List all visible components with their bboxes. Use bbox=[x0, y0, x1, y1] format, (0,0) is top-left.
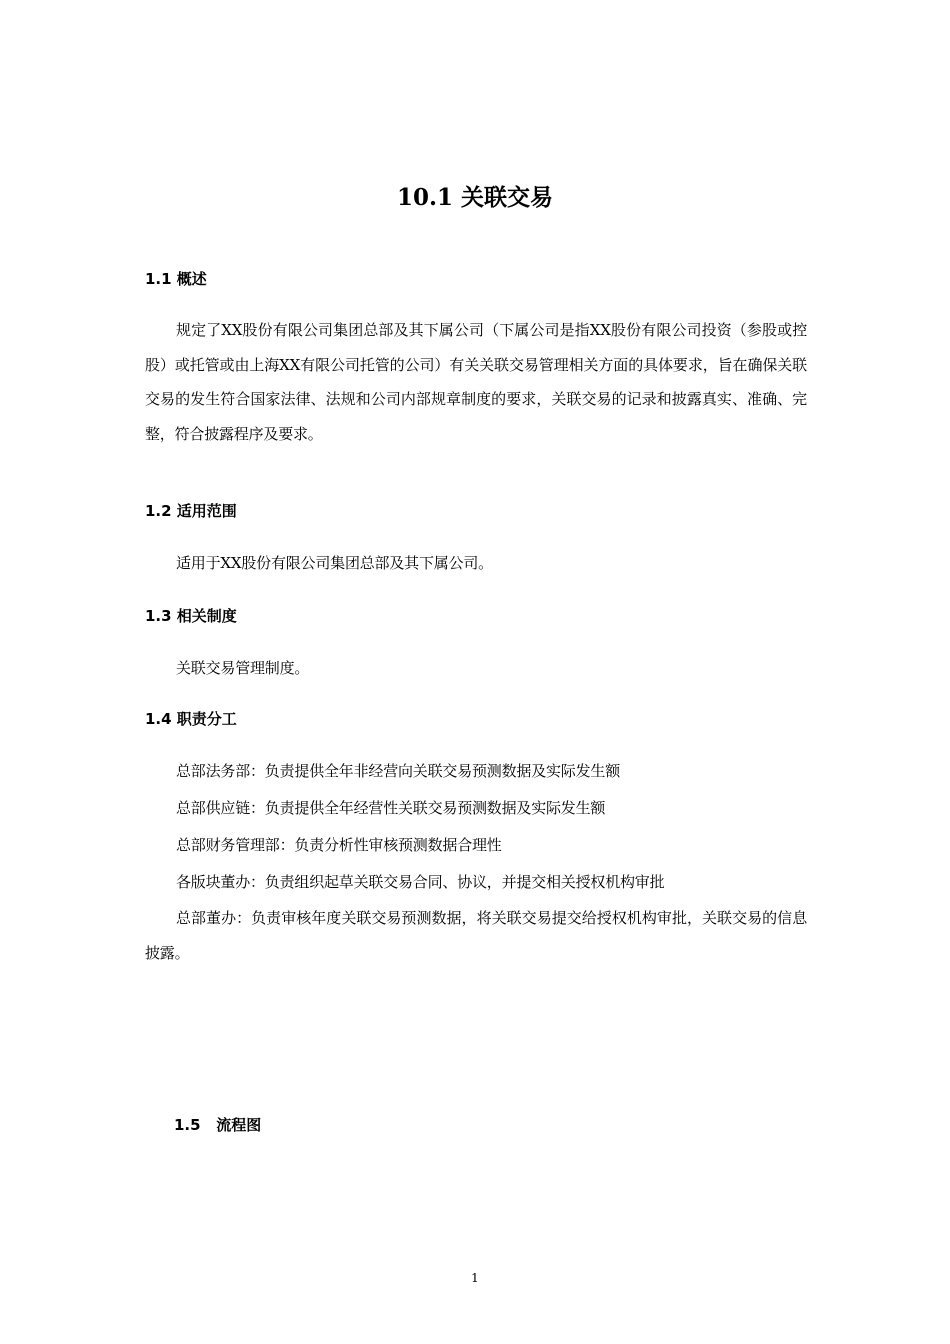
responsibility-item-hq-board-office: 总部董办：负责审核年度关联交易预测数据，将关联交易提交给授权机构审批，关联交易的信息披露。 bbox=[145, 909, 807, 962]
responsibility-item-finance: 总部财务管理部：负责分析性审核预测数据合理性 bbox=[176, 836, 502, 854]
responsibility-item-supply-chain: 总部供应链：负责提供全年经营性关联交易预测数据及实际发生额 bbox=[176, 799, 606, 817]
section-heading-related-rules: 1.3 相关制度 bbox=[145, 607, 237, 625]
overview-paragraph: 规定了XX股份有限公司集团总部及其下属公司（下属公司是指XX股份有限公司投资（参股或控股）或托管或由上海XX有限公司托管的公司）有关关联交易管理相关方面的具体要求，旨在确保关联交易的发生符合国家法律、法规和公司内部规章制度的要求，关联交易的记录和披露真实、准确、完整，符合披露程序及要求。 bbox=[145, 321, 807, 443]
responsibility-item-division-board-office: 各版块董办：负责组织起草关联交易合同、协议，并提交相关授权机构审批 bbox=[176, 873, 665, 891]
responsibility-item-legal: 总部法务部：负责提供全年非经营向关联交易预测数据及实际发生额 bbox=[176, 762, 621, 780]
related-rules-paragraph: 关联交易管理制度。 bbox=[176, 659, 310, 677]
section-heading-flowchart: 1.5 流程图 bbox=[174, 1116, 262, 1134]
page-number: 1 bbox=[471, 1271, 479, 1285]
scope-paragraph: 适用于XX股份有限公司集团总部及其下属公司。 bbox=[176, 554, 493, 572]
section-heading-responsibilities: 1.4 职责分工 bbox=[145, 710, 237, 728]
section-heading-scope: 1.2 适用范围 bbox=[145, 502, 237, 520]
section-heading-overview: 1.1 概述 bbox=[145, 270, 207, 288]
document-title: 10.1 关联交易 bbox=[396, 184, 554, 211]
